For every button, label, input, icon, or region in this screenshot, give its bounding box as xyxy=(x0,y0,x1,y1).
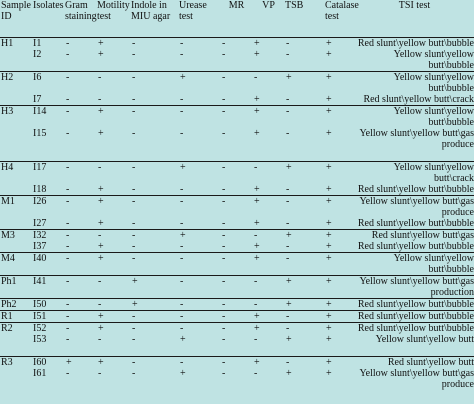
tsb-cell: - xyxy=(284,196,324,219)
catalase-cell: + xyxy=(324,106,354,129)
tsb-cell: - xyxy=(284,357,324,369)
table-body xyxy=(0,38,474,391)
isolate-cell: I27 xyxy=(33,218,47,229)
isolate-cell: I52 xyxy=(32,323,64,335)
indole-cell: - xyxy=(130,230,178,242)
catalase-cell: + xyxy=(324,162,354,185)
isolate-cell: I17 xyxy=(32,162,64,185)
urease-cell: - xyxy=(180,128,184,139)
vp-cell: + xyxy=(254,128,260,139)
vp-cell: + xyxy=(252,106,284,129)
table-row xyxy=(0,94,474,106)
mr-cell: - xyxy=(222,49,226,60)
urease-cell: - xyxy=(178,276,220,299)
mr-cell: - xyxy=(220,357,252,369)
catalase-cell: + xyxy=(326,38,332,49)
sample-id-cell xyxy=(0,241,32,253)
vp-cell: + xyxy=(252,323,284,335)
isolate-cell: I1 xyxy=(33,38,42,49)
tsi-cell: Yellow slunt\yellow butt\gas production xyxy=(354,276,474,299)
tsi-cell: Yellow slunt\yellow butt\bubble xyxy=(354,72,474,95)
mr-cell: - xyxy=(220,299,252,311)
gram-staining-cell: - xyxy=(66,49,70,60)
isolate-cell: I60 xyxy=(32,357,64,369)
table-row xyxy=(0,49,474,72)
tsi-cell: Yellow slunt\yellow butt xyxy=(375,334,474,345)
motility-cell: + xyxy=(98,218,104,229)
vp-cell: - xyxy=(252,72,284,95)
urease-cell: + xyxy=(180,368,186,379)
gram-staining-cell: - xyxy=(64,162,96,185)
header-urease-test: Urease test xyxy=(178,0,220,38)
mr-cell: - xyxy=(222,184,226,195)
motility-cell: + xyxy=(96,253,130,276)
mr-cell: - xyxy=(220,162,252,185)
urease-cell: + xyxy=(180,334,186,345)
table-row xyxy=(0,230,474,242)
indole-cell: - xyxy=(130,196,178,219)
tsb-cell: - xyxy=(286,49,290,60)
indole-cell: - xyxy=(132,94,136,105)
tsb-cell: + xyxy=(284,230,324,242)
motility-cell: + xyxy=(96,311,130,323)
motility-cell: + xyxy=(98,49,104,60)
gram-staining-cell: - xyxy=(64,323,96,335)
indole-cell: + xyxy=(130,299,178,311)
catalase-cell: + xyxy=(324,276,354,299)
mr-cell: - xyxy=(222,241,226,252)
header-vp: VP xyxy=(252,0,284,38)
sample-id-cell: H3 xyxy=(0,106,32,129)
sample-id-cell: M4 xyxy=(0,253,32,276)
vp-cell: + xyxy=(254,38,260,49)
indole-cell: - xyxy=(130,106,178,129)
tsb-cell: - xyxy=(284,106,324,129)
vp-cell: - xyxy=(252,162,284,185)
mr-cell: - xyxy=(220,323,252,335)
tsi-cell: Red slunt\yellow butt\bubble xyxy=(357,38,474,49)
mr-cell: - xyxy=(220,276,252,299)
indole-cell: - xyxy=(130,162,178,185)
sample-id-cell: H4 xyxy=(0,162,32,185)
vp-cell: + xyxy=(252,253,284,276)
urease-cell: - xyxy=(180,184,184,195)
tsb-cell: + xyxy=(284,162,324,185)
gram-staining-cell: - xyxy=(66,368,70,379)
catalase-cell: + xyxy=(324,357,354,369)
motility-cell: - xyxy=(96,230,130,242)
header-mr: MR xyxy=(220,0,252,38)
tsi-cell: Red slunt\yellow butt\bubble xyxy=(354,299,474,311)
mr-cell: - xyxy=(222,218,226,229)
catalase-cell: + xyxy=(324,196,354,219)
catalase-cell: + xyxy=(324,323,354,335)
sample-id-cell xyxy=(0,184,32,196)
tsi-cell: Red slunt\yellow butt xyxy=(354,357,474,369)
urease-cell: + xyxy=(178,162,220,185)
sample-id-cell: M3 xyxy=(0,230,32,242)
catalase-cell: + xyxy=(326,218,332,229)
mr-cell: - xyxy=(222,128,226,139)
vp-cell: - xyxy=(252,276,284,299)
sample-id-cell xyxy=(0,128,32,162)
sample-id-cell: Ph1 xyxy=(0,276,32,299)
tsb-cell: - xyxy=(286,218,290,229)
indole-cell: - xyxy=(132,218,136,229)
table-row xyxy=(0,38,474,50)
tsb-cell: + xyxy=(286,334,292,345)
indole-cell: - xyxy=(132,128,136,139)
urease-cell: - xyxy=(178,357,220,369)
catalase-cell: + xyxy=(324,299,354,311)
gram-staining-cell: - xyxy=(64,311,96,323)
gram-staining-cell: - xyxy=(64,196,96,219)
urease-cell: - xyxy=(180,241,184,252)
indole-cell: - xyxy=(132,38,136,49)
motility-cell: + xyxy=(98,38,104,49)
motility-cell: - xyxy=(96,276,130,299)
catalase-cell: + xyxy=(326,368,332,379)
tsb-cell: - xyxy=(286,128,290,139)
catalase-cell: + xyxy=(326,334,332,345)
table-row xyxy=(0,72,474,95)
sample-id-cell: H2 xyxy=(0,72,32,95)
indole-cell: + xyxy=(130,276,178,299)
sample-id-cell xyxy=(0,218,32,230)
sample-id-cell: R1 xyxy=(0,311,32,323)
indole-cell: - xyxy=(130,72,178,95)
catalase-cell: + xyxy=(324,230,354,242)
tsi-cell: Red slunt\yellow butt\bubble xyxy=(354,311,474,323)
mr-cell: - xyxy=(222,368,226,379)
indole-cell: - xyxy=(130,323,178,335)
gram-staining-cell: - xyxy=(66,334,70,345)
table-row xyxy=(0,334,474,357)
tsi-cell: Red slunt\yellow butt\bubble xyxy=(357,184,474,195)
vp-cell: + xyxy=(252,311,284,323)
isolate-cell: I15 xyxy=(33,128,47,139)
motility-cell: + xyxy=(96,106,130,129)
gram-staining-cell: - xyxy=(66,38,70,49)
tsi-cell: Yellow slunt\yellow butt\bubble xyxy=(393,49,474,71)
mr-cell: - xyxy=(220,106,252,129)
tsi-cell: Yellow slunt\yellow butt\bubble xyxy=(354,253,474,276)
vp-cell: + xyxy=(254,49,260,60)
tsb-cell: + xyxy=(286,368,292,379)
motility-cell: + xyxy=(96,196,130,219)
sample-id-cell xyxy=(0,49,32,72)
urease-cell: + xyxy=(178,230,220,242)
isolate-cell: I61 xyxy=(33,368,47,379)
sample-id-cell: R3 xyxy=(0,357,32,369)
table-row xyxy=(0,162,474,185)
motility-cell: - xyxy=(98,94,102,105)
gram-staining-cell: - xyxy=(64,72,96,95)
table-row xyxy=(0,106,474,129)
header-tsb: TSB xyxy=(284,0,324,38)
motility-cell: - xyxy=(96,72,130,95)
isolate-cell: I40 xyxy=(32,253,64,276)
vp-cell: - xyxy=(254,334,258,345)
urease-cell: - xyxy=(180,94,184,105)
vp-cell: - xyxy=(254,368,258,379)
catalase-cell: + xyxy=(326,128,332,139)
tsi-cell: Yellow slunt\yellow butt\gas produce xyxy=(354,196,474,219)
isolate-cell: I37 xyxy=(33,241,47,252)
mr-cell: - xyxy=(222,334,226,345)
isolate-cell: I41 xyxy=(32,276,64,299)
motility-cell: - xyxy=(96,299,130,311)
tsi-cell: Yellow slunt\yellow butt\bubble xyxy=(354,106,474,129)
catalase-cell: + xyxy=(326,94,332,105)
tsi-cell: Red slunt\yellow butt\bubble xyxy=(357,218,474,229)
urease-cell: - xyxy=(180,49,184,60)
motility-cell: + xyxy=(98,128,104,139)
table-row xyxy=(0,196,474,219)
isolate-cell: I26 xyxy=(32,196,64,219)
table-row xyxy=(0,311,474,323)
mr-cell: - xyxy=(220,253,252,276)
isolate-cell: I18 xyxy=(33,184,47,195)
isolate-cell: I6 xyxy=(32,72,64,95)
tsb-cell: - xyxy=(286,38,290,49)
tsi-cell: Red slunt\yellow butt\crack xyxy=(363,94,474,105)
gram-staining-cell: - xyxy=(66,128,70,139)
vp-cell: + xyxy=(254,241,260,252)
motility-cell: + xyxy=(98,184,104,195)
table-row xyxy=(0,128,474,162)
table-row xyxy=(0,253,474,276)
gram-staining-cell: - xyxy=(64,230,96,242)
gram-staining-cell: - xyxy=(64,253,96,276)
mr-cell: - xyxy=(220,311,252,323)
mr-cell: - xyxy=(220,230,252,242)
gram-staining-cell: - xyxy=(64,299,96,311)
indole-cell: - xyxy=(132,334,136,345)
header-row xyxy=(0,0,474,38)
tsi-cell: Red slunt\yellow butt\bubble xyxy=(357,241,474,252)
urease-cell: - xyxy=(178,196,220,219)
table-row xyxy=(0,241,474,253)
motility-cell: - xyxy=(98,334,102,345)
gram-staining-cell: - xyxy=(64,106,96,129)
urease-cell: + xyxy=(178,72,220,95)
isolate-cell: I53 xyxy=(33,334,47,345)
sample-id-cell: Ph2 xyxy=(0,299,32,311)
vp-cell: + xyxy=(252,357,284,369)
isolate-cell: I50 xyxy=(32,299,64,311)
indole-cell: - xyxy=(130,357,178,369)
gram-staining-cell: - xyxy=(66,184,70,195)
motility-cell: + xyxy=(96,323,130,335)
sample-id-cell xyxy=(0,334,32,357)
header-tsi-test: TSI test xyxy=(354,0,474,38)
urease-cell: - xyxy=(178,253,220,276)
sample-id-cell xyxy=(0,368,32,390)
isolate-cell: I2 xyxy=(33,49,42,60)
mr-cell: - xyxy=(222,94,226,105)
tsi-cell: Yellow slunt\yellow butt\gas produce xyxy=(359,368,474,390)
tsb-cell: - xyxy=(284,311,324,323)
indole-cell: - xyxy=(132,49,136,60)
motility-cell: + xyxy=(96,357,130,369)
isolate-cell: I32 xyxy=(32,230,64,242)
table-row xyxy=(0,184,474,196)
motility-cell: - xyxy=(98,368,102,379)
indole-cell: - xyxy=(132,184,136,195)
gram-staining-cell: - xyxy=(66,218,70,229)
catalase-cell: + xyxy=(326,184,332,195)
urease-cell: - xyxy=(180,218,184,229)
catalase-cell: + xyxy=(324,311,354,323)
table-row xyxy=(0,323,474,335)
header-indole: Indole in MIU agar xyxy=(130,0,178,38)
tsb-cell: - xyxy=(286,94,290,105)
isolate-cell: I14 xyxy=(32,106,64,129)
urease-cell: - xyxy=(178,299,220,311)
tsb-cell: + xyxy=(284,72,324,95)
header-catalase-test: Catalase test xyxy=(324,0,354,38)
motility-cell: - xyxy=(96,162,130,185)
tsi-cell: Yellow slunt\yellow butt\crack xyxy=(354,162,474,185)
header-gram-staining: Gram staining xyxy=(64,0,96,38)
vp-cell: + xyxy=(254,184,260,195)
table-row xyxy=(0,357,474,369)
catalase-cell: + xyxy=(326,49,332,60)
mr-cell: - xyxy=(222,38,226,49)
tsb-cell: - xyxy=(284,253,324,276)
catalase-cell: + xyxy=(326,241,332,252)
sample-id-cell xyxy=(0,94,32,106)
urease-cell: - xyxy=(178,311,220,323)
sample-id-cell: R2 xyxy=(0,323,32,335)
vp-cell: + xyxy=(254,94,260,105)
table-row xyxy=(0,299,474,311)
urease-cell: - xyxy=(178,323,220,335)
catalase-cell: + xyxy=(324,72,354,95)
gram-staining-cell: - xyxy=(64,276,96,299)
urease-cell: - xyxy=(180,38,184,49)
header-sample-id: Sample ID xyxy=(0,0,32,38)
indole-cell: - xyxy=(130,311,178,323)
gram-staining-cell: - xyxy=(66,94,70,105)
indole-cell: - xyxy=(132,368,136,379)
tsi-cell: Red slunt\yellow butt\bubble xyxy=(354,323,474,335)
motility-cell: + xyxy=(98,241,104,252)
isolate-cell: I51 xyxy=(32,311,64,323)
header-isolates: Isolates xyxy=(32,0,64,38)
tsb-cell: + xyxy=(284,299,324,311)
isolate-cell: I7 xyxy=(33,94,42,105)
tsb-cell: + xyxy=(284,276,324,299)
table-row xyxy=(0,368,474,390)
mr-cell: - xyxy=(220,196,252,219)
gram-staining-cell: - xyxy=(66,241,70,252)
sample-id-cell: M1 xyxy=(0,196,32,219)
urease-cell: - xyxy=(178,106,220,129)
tsi-cell: Yellow slunt\yellow butt\gas produce xyxy=(359,128,474,150)
indole-cell: - xyxy=(130,253,178,276)
indole-cell: - xyxy=(132,241,136,252)
table-row xyxy=(0,276,474,299)
table-row xyxy=(0,218,474,230)
sample-id-cell: H1 xyxy=(1,38,14,49)
catalase-cell: + xyxy=(324,253,354,276)
vp-cell: - xyxy=(252,230,284,242)
tsb-cell: - xyxy=(286,184,290,195)
tsi-cell: Red slunt\yellow butt\gas xyxy=(354,230,474,242)
vp-cell: + xyxy=(254,218,260,229)
mr-cell: - xyxy=(220,72,252,95)
gram-staining-cell: + xyxy=(64,357,96,369)
tsb-cell: - xyxy=(286,241,290,252)
vp-cell: - xyxy=(252,299,284,311)
vp-cell: + xyxy=(252,196,284,219)
header-motility-test: Motility test xyxy=(96,0,130,38)
tsb-cell: - xyxy=(284,323,324,335)
